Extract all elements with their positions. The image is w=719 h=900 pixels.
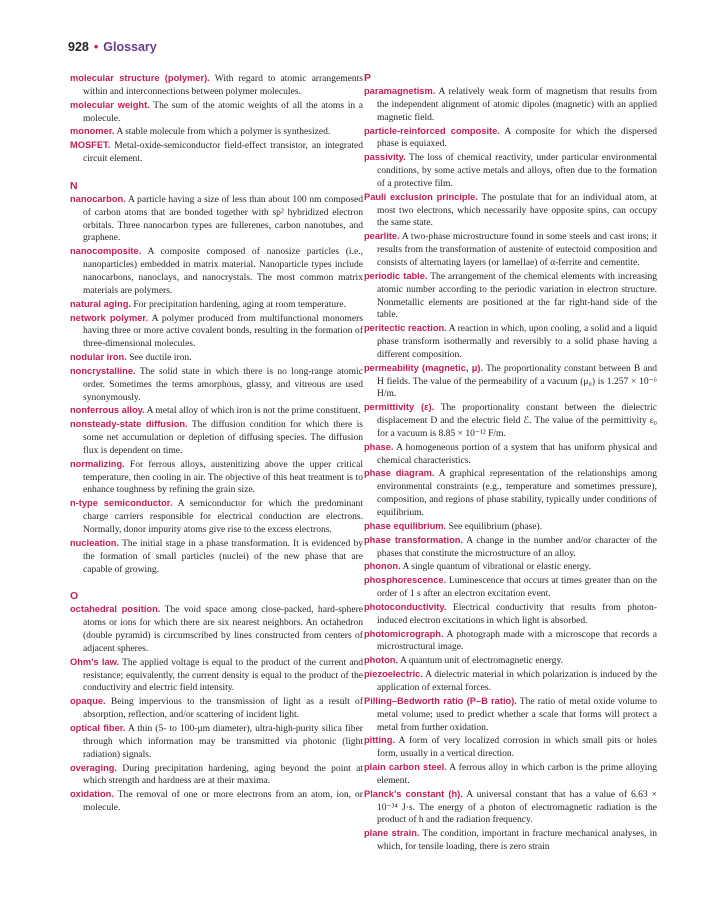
glossary-definition: The proportionality constant between the dielectric displacement D and the electric field ℰ. The value of the permittivity ε₀ for a vacuum is 8.85 × 10⁻¹² F/m. xyxy=(377,402,657,439)
section-letter-o: O xyxy=(70,590,79,603)
glossary-entry-photon xyxy=(364,654,657,668)
glossary-definition: A composite composed of nanosize particles (i.e., nanoparticles) embedded in matrix material. Nanoparticle types include nanocarbons, nanoclays, and nanocrystals. The most common matrix materials are polymers. xyxy=(83,246,363,296)
glossary-entry-mosfet xyxy=(70,139,363,166)
glossary-definition: For ferrous alloys, austenitizing above the upper critical temperature, then cooling in air. The objective of this heat treatment is to enhance toughness by refining the grain size. xyxy=(83,458,363,496)
glossary-definition: The void space among close-packed, hard-sphere atoms or ions for which there are six nearest neighbors. An octahedron (double pyramid) is circumscribed by lines constructed from centers of adjacent spheres. xyxy=(83,604,363,654)
glossary-term: monomer. xyxy=(70,126,115,137)
glossary-entry-oxidation xyxy=(70,788,363,815)
glossary-term: nonferrous alloy. xyxy=(70,405,145,416)
glossary-entry-molecular-weight xyxy=(70,99,363,126)
glossary-term: Planck’s constant (h). xyxy=(364,788,463,799)
glossary-definition: A metal alloy of which iron is not the prime constituent. xyxy=(146,405,361,417)
glossary-definition: The ratio of metal oxide volume to metal volume; used to predict whether a scale that forms will protect a metal from further oxidation. xyxy=(377,695,657,733)
glossary-definition: A semiconductor for which the predominant charge carriers responsible for electrical conduction are electrons. Normally, donor impurity atoms give rise to the excess electrons. xyxy=(83,498,363,535)
glossary-definition: The solid state in which there is no long-range atomic order. Sometimes the terms amorphous, glassy, and vitreous are used synonymously. xyxy=(83,365,363,403)
glossary-term: plain carbon steel. xyxy=(364,762,447,773)
glossary-definition: A photograph made with a microscope that records a microstructural image. xyxy=(377,628,657,653)
glossary-definition: A change in the number and/or character of the phases that constitute the microstructure of an alloy. xyxy=(377,534,657,559)
glossary-entry-n-type-semiconductor xyxy=(70,497,363,537)
glossary-definition: A composite for which the dispersed phase is equiaxed. xyxy=(377,125,657,150)
glossary-term: nodular iron. xyxy=(70,352,127,363)
glossary-definition: The postulate that for an individual atom, at most two electrons, which necessarily have opposite spins, can occupy the same state. xyxy=(377,191,657,229)
glossary-term: photoconductivity. xyxy=(364,601,447,612)
glossary-entry-overaging xyxy=(70,762,363,789)
glossary-term: particle-reinforced composite. xyxy=(364,125,500,136)
glossary-term: phonon. xyxy=(364,561,401,572)
glossary-entry-piezoelectric xyxy=(364,668,657,695)
glossary-entry-monomer xyxy=(70,125,363,139)
glossary-term: network polymer. xyxy=(70,312,149,323)
glossary-term: phase diagram. xyxy=(364,468,435,479)
glossary-definition: A thin (5- to 100-μm diameter), ultra-high-purity silica fiber through which information may be transmitted via photonic (light radiation) signals. xyxy=(83,722,363,760)
glossary-definition: The arrangement of the chemical elements with increasing atomic number according to the periodic variation in electron structure. Nonmetallic elements are positioned at the far right-hand side of the table. xyxy=(377,270,658,321)
glossary-term: Pauli exclusion principle. xyxy=(364,191,478,202)
glossary-definition: Metal-oxide-semiconductor field-effect transistor, an integrated circuit element. xyxy=(83,140,364,165)
glossary-entry-octahedral-position xyxy=(70,603,363,655)
glossary-entry-nanocomposite xyxy=(70,245,363,297)
glossary-entry-phase-diagram xyxy=(364,467,657,519)
glossary-definition: The initial stage in a phase transformation. It is evidenced by the formation of small particles (nuclei) of the new phase that are capable of growing. xyxy=(83,537,363,575)
glossary-definition: A quantum unit of electromagnetic energy. xyxy=(399,655,563,667)
glossary-entry-nodular-iron xyxy=(70,351,363,365)
glossary-entry-planck-s-constant-h xyxy=(364,788,657,828)
glossary-entry-paramagnetism xyxy=(364,85,657,125)
glossary-definition: A single quantum of vibrational or elastic energy. xyxy=(402,561,592,573)
glossary-term: photomicrograph. xyxy=(364,628,444,639)
glossary-term: piezoelectric. xyxy=(364,669,423,680)
glossary-term: octahedral position. xyxy=(70,604,161,615)
glossary-entry-ohm-s-law xyxy=(70,656,363,696)
glossary-term: photon. xyxy=(364,655,399,666)
glossary-entry-permeability-magnetic xyxy=(364,362,657,402)
glossary-entry-noncrystalline xyxy=(70,365,363,405)
glossary-entry-pitting xyxy=(364,734,657,761)
glossary-term: overaging. xyxy=(70,762,118,773)
glossary-definition: A graphical representation of the relationships among environmental constraints (e.g., temperature and sometimes pressure), composition, and regions of phase stability, typically under conditions of equilibrium. xyxy=(377,468,657,518)
header-bullet: • xyxy=(93,40,99,54)
glossary-entry-nonsteady-state-diffusion xyxy=(70,418,363,458)
glossary-definition: Electrical conductivity that results from photon-induced electron excitations in which light is absorbed. xyxy=(377,601,658,626)
glossary-term: nucleation. xyxy=(70,537,120,548)
glossary-term: phase. xyxy=(364,441,394,452)
glossary-definition: A dielectric material in which polarization is induced by the application of external forces. xyxy=(377,669,657,693)
section-letter-p: P xyxy=(364,72,372,84)
glossary-entry-plain-carbon-steel xyxy=(364,761,657,788)
glossary-entry-phase-equilibrium xyxy=(364,520,657,534)
glossary-definition: A reaction in which, upon cooling, a solid and a liquid phase transform isothermally and reversibly to a solid phase having a different composition. xyxy=(377,323,657,360)
glossary-definition: A relatively weak form of magnetism that results from the independent alignment of atomic dipoles (magnetic) with an applied magnetic field. xyxy=(377,86,657,123)
glossary-term: paramagnetism. xyxy=(364,86,436,96)
section-gap xyxy=(70,576,363,590)
glossary-definition: The removal of one or more electrons from an atom, ion, or molecule. xyxy=(83,789,363,814)
glossary-entry-nucleation xyxy=(70,537,363,577)
glossary-definition: The sum of the atomic weights of all the atoms in a molecule. xyxy=(83,99,363,124)
glossary-term: opaque. xyxy=(70,696,106,707)
glossary-term: permittivity (ε). xyxy=(364,402,435,413)
left-column xyxy=(70,72,363,815)
glossary-term: pearlite. xyxy=(364,231,400,242)
glossary-definition: The applied voltage is equal to the product of the current and resistance; equivalently, the current density is equal to the product of the conductivity and electric field intensity. xyxy=(83,656,363,694)
page-number: 928 xyxy=(68,40,89,54)
glossary-entry-photomicrograph xyxy=(364,628,657,655)
glossary-entry-natural-aging xyxy=(70,298,363,312)
glossary-term: plane strain. xyxy=(364,828,420,839)
right-column xyxy=(364,72,657,854)
glossary-term: passivity. xyxy=(364,152,406,163)
section-title: Glossary xyxy=(103,40,157,54)
glossary-entry-nanocarbon xyxy=(70,193,363,245)
glossary-definition: The diffusion condition for which there is some net accumulation or depletion of diffusing species. The diffusion flux is dependent on time. xyxy=(83,419,364,456)
glossary-term: n-type semiconductor. xyxy=(70,498,173,509)
glossary-entry-nonferrous-alloy xyxy=(70,404,363,418)
section-gap xyxy=(70,166,363,180)
glossary-term: permeability (magnetic, μ). xyxy=(364,362,484,373)
glossary-term: molecular weight. xyxy=(70,99,150,110)
glossary-entry-pauli-exclusion-principle xyxy=(364,191,657,231)
section-letter-n: N xyxy=(70,179,78,192)
glossary-definition: A particle having a size of less than about 100 nm composed of carbon atoms that are bonded together with sp² hybridized electron orbitals. Three nanocarbon types are fullerenes, carbon nanotubes, and graphene. xyxy=(83,193,363,244)
glossary-term: noncrystalline. xyxy=(70,365,136,376)
glossary-term: optical fiber. xyxy=(70,722,126,733)
glossary-definition: The condition, important in fracture mechanical analyses, in which, for tensile loading, there is zero strain xyxy=(377,828,657,853)
glossary-term: phase equilibrium. xyxy=(364,520,447,531)
glossary-definition: A homogeneous portion of a system that has uniform physical and chemical characteristics. xyxy=(377,441,657,466)
glossary-definition: A form of very localized corrosion in which small pits or holes form, usually in a vertical direction. xyxy=(377,735,657,760)
glossary-term: peritectic reaction. xyxy=(364,323,447,334)
glossary-definition: A stable molecule from which a polymer is synthesized. xyxy=(116,126,331,138)
page-header xyxy=(68,40,157,54)
glossary-entry-particle-reinforced-composite xyxy=(364,125,657,152)
glossary-term: normalizing. xyxy=(70,458,125,469)
glossary-definition: A polymer produced from multifunctional monomers having three or more active covalent bonds, resulting in the formation of three-dimensional molecules. xyxy=(83,312,363,350)
glossary-entry-periodic-table xyxy=(364,270,657,322)
glossary-entry-phase-transformation xyxy=(364,534,657,561)
glossary-term: nanocarbon. xyxy=(70,193,126,204)
glossary-definition: For precipitation hardening, aging at room temperature. xyxy=(133,298,346,310)
glossary-entry-normalizing xyxy=(70,458,363,498)
glossary-term: nanocomposite. xyxy=(70,246,142,257)
glossary-term: oxidation. xyxy=(70,789,114,800)
glossary-term: natural aging. xyxy=(70,298,131,309)
glossary-term: Ohm’s law. xyxy=(70,656,120,667)
glossary-definition: Luminescence that occurs at times greater than on the order of 1 s after an electron excitation event. xyxy=(377,575,657,600)
glossary-definition: A universal constant that has a value of 6.63 × 10⁻³⁴ J·s. The energy of a photon of electromagnetic radiation is the product of h and the radiation frequency. xyxy=(377,788,657,826)
glossary-term: periodic table. xyxy=(364,270,428,281)
glossary-definition: See equilibrium (phase). xyxy=(448,520,543,532)
glossary-definition: With regard to atomic arrangements within and interconnections between polymer molecules. xyxy=(83,73,363,97)
glossary-entry-optical-fiber xyxy=(70,722,363,762)
glossary-entry-phase xyxy=(364,441,657,468)
glossary-definition: The proportionality constant between B and H fields. The value of the permeability of a vacuum (μ₀) is 1.257 × 10⁻⁶ H/m. xyxy=(377,362,657,400)
glossary-term: phase transformation. xyxy=(364,534,464,545)
glossary-entry-plane-strain xyxy=(364,827,657,854)
glossary-entry-phonon xyxy=(364,560,657,574)
glossary-entry-pearlite xyxy=(364,230,657,270)
glossary-definition: The loss of chemical reactivity, under particular environmental conditions, by some active metals and alloys, often due to the formation of a protective film. xyxy=(377,152,657,189)
glossary-entry-network-polymer xyxy=(70,312,363,352)
glossary-entry-photoconductivity xyxy=(364,601,657,628)
glossary-term: MOSFET. xyxy=(70,140,111,151)
glossary-term: pitting. xyxy=(364,735,395,746)
glossary-entry-permittivity xyxy=(364,401,657,441)
glossary-entry-passivity xyxy=(364,151,657,191)
glossary-term: molecular structure (polymer). xyxy=(70,73,210,83)
glossary-definition: A ferrous alloy in which carbon is the prime alloying element. xyxy=(377,762,657,786)
glossary-entry-opaque xyxy=(70,695,363,722)
glossary-definition: Being impervious to the transmission of light as a result of absorption, reflection, and/or scattering of incident light. xyxy=(83,696,364,721)
glossary-term: nonsteady-state diffusion. xyxy=(70,419,188,430)
glossary-term: phosphorescence. xyxy=(364,575,447,586)
glossary-definition: See ductile iron. xyxy=(129,352,192,364)
glossary-entry-peritectic-reaction xyxy=(364,322,657,362)
glossary-entry-pilling-bedworth-ratio-p-b-ratio xyxy=(364,695,657,735)
glossary-definition: During precipitation hardening, aging beyond the point at which strength and hardness are at their maxima. xyxy=(83,762,363,787)
glossary-term: Pilling–Bedworth ratio (P–B ratio). xyxy=(364,695,517,706)
glossary-entry-molecular-structure-polymer xyxy=(70,72,363,99)
glossary-entry-phosphorescence xyxy=(364,574,657,601)
glossary-definition: A two-phase microstructure found in some steels and cast irons; it results from the transformation of austenite of eutectoid composition and consists of alternating layers (or lamellae) of α-ferrite and cementite. xyxy=(377,231,657,268)
